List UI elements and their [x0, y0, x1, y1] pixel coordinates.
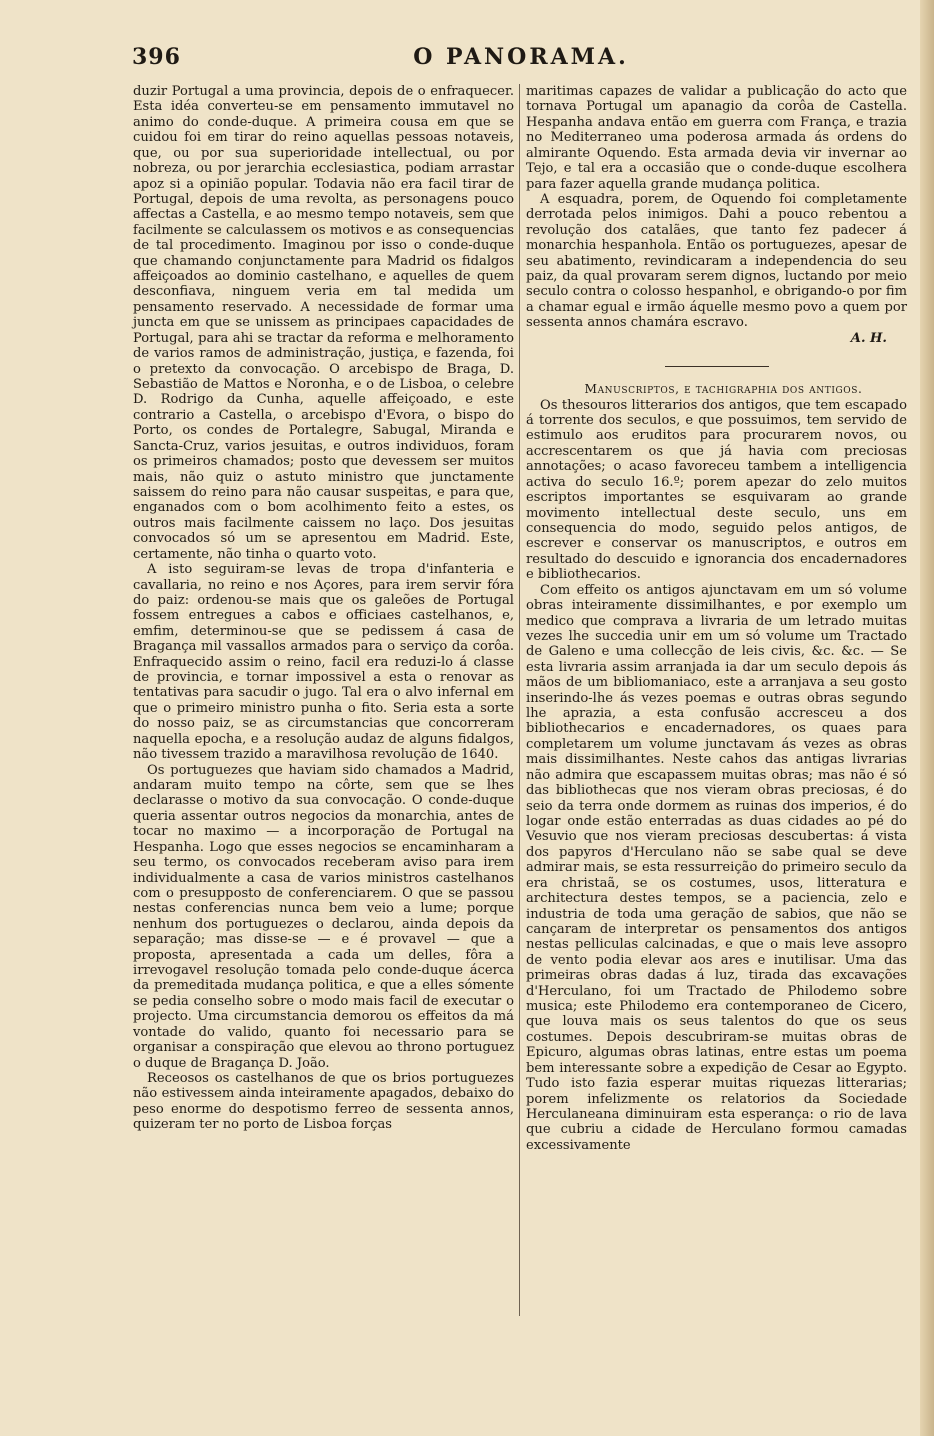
author-signature: A. H. [850, 330, 887, 346]
paragraph: duzir Portugal a uma provincia, depois de o enfraquecer. Esta idéa converteu-se em pensamento immutavel no animo do conde-duque. A primeira cousa em que se cuidou foi em tirar do reino aquellas pessoas notaveis, que, ou por sua superioridade intellectual, ou por nobreza, ou por jerarchia ecclesiastica, podiam arrastar apoz si a opinião popular. Todavia não era facil tirar de Portugal, depois de uma revolta, as personagens pouco affectas a Castella, e ao mesmo tempo notaveis, sem que facilmente se calculassem os motivos e as consequencias de tal procedimento. Imaginou por isso o conde-duque que chamando conjunctamente para Madrid os fidalgos affeiçoados ao dominio castelhano, e aquelles de quem desconfiava, ninguem veria em tal medida um pensamento reservado. A necessidade de formar uma juncta em que se unissem as principaes capacidades de Portugal, para ahi se tractar da reforma e melhoramento de varios ramos de administração, justiça, e fazenda, foi o pretexto da convocação. O arcebispo de Braga, D. Sebastião de Mattos e Noronha, e o de Lisboa, o celebre D. Rodrigo da Cunha, aquelle affeiçoado, e este contrario a Castella, o arcebispo d'Evora, o bispo do Porto, os condes de Portalegre, Sabugal, Miranda e Sancta-Cruz, varios jesuitas, e outros individuos, foram os primeiros chamados; posto que devessem ser muitos mais, não quiz o astuto ministro que junctamente saissem do reino para não causar suspeitas, e para que, enganados com o bom acolhimento feito a estes, os outros mais facilmente caissem no laço. Dos jesuitas convocados só um se apresentou em Madrid. Este, certamente, não tinha o quarto voto. [133, 84, 514, 562]
column-divider [519, 84, 520, 1316]
paragraph: A isto seguiram-se levas de tropa d'infanteria e cavallaria, no reino e nos Açores, para irem servir fóra do paiz: ordenou-se mais que os galeões de Portugal fossem entregues a cabos e officiaes castelhanos, e, emfim, determinou-se que se pedissem á casa de Bragança mil vassallos armados para o serviço da corôa. Enfraquecido assim o reino, facil era reduzi-lo á classe de provincia, e tornar impossivel a esta o renovar as tentativas para sacudir o jugo. Tal era o alvo infernal em que o primeiro ministro punha o fito. Seria esta a sorte do nosso paiz, se as circumstancias que concorreram naquella epocha, e a resolução audaz de alguns fidalgos, não tivessem trazido a maravilhosa revolução de 1640. [133, 562, 514, 763]
paragraph: Receosos os castelhanos de que os brios portuguezes não estivessem ainda inteiramente apagados, debaixo do peso enorme do despotismo ferreo de sessenta annos, quizeram ter no porto de Lisboa forças [133, 1071, 514, 1133]
masthead-title: O PANORAMA. [413, 44, 629, 70]
paragraph: Os portuguezes que haviam sido chamados a Madrid, andaram muito tempo na côrte, sem que se lhes declarasse o motivo da sua convocação. O conde-duque queria assentar outros negocios da monarchia, antes de tocar no maximo — a incorporação de Portugal na Hespanha. Logo que esses negocios se encaminharam a seu termo, os convocados receberam aviso para irem individualmente a casa de varios ministros castelhanos com o presupposto de conferenciarem. O que se passou nestas conferencias nunca bem veio a lume; porque nenhum dos portuguezes o declarou, ainda depois da separação; mas disse-se — e é provavel — que a proposta, apresentada a cada um delles, fôra a irrevogavel resolução tomada pelo conde-duque ácerca da premeditada mudança politica, e que a elles sómente se pedia conselho sobre o modo mais facil de executar o projecto. Uma circumstancia demorou os effeitos da má vontade do valido, quanto foi necessario para se organisar a conspiração que elevou ao throno portuguez o duque de Bragança D. João. [133, 762, 514, 1071]
left-column [133, 84, 514, 1324]
page-number: 396 [132, 44, 181, 70]
paragraph: Com effeito os antigos ajunctavam em um só volume obras inteiramente dissimilhantes, e por exemplo um medico que comprava a livraria de um letrado muitas vezes lhe succedia unir em um só volume um Tractado de Galeno e uma collecção de leis civis, &c. &c. — Se esta livraria assim arranjada ia dar um seculo depois ás mãos de um bibliomaniaco, este a arranjava a seu gosto inserindo-lhe ás vezes poemas e outras obras segundo lhe aprazia, a esta confusão accresceu a dos bibliothecarios e encadernadores, os quaes para completarem um volume junctavam ás vezes as obras mais dissimilhantes. Neste cahos das antigas livrarias não admira que escapassem muitas obras; mas não é só das bibliothecas que nos vieram obras preciosas, é do seio da terra onde dormem as ruinas dos imperios, é do logar onde estão enterradas as duas cidades ao pé do Vesuvio que nos vieram preciosas descubertas: á vista dos papyros d'Herculano não se sabe qual se deve admirar mais, se esta ressurreição do primeiro seculo da era christaã, se os costumes, usos, litteratura e architectura destes tempos, se a paciencia, zelo e industria de toda uma geração de sabios, que não se cançaram de interpretar os pensamentos dos antigos nestas pelliculas calcinadas, e que o mais leve assopro de vento podia elevar aos ares e inutilisar. Uma das primeiras obras dadas á luz, tirada das excavações d'Herculano, foi um Tractado de Philodemo sobre musica; este Philodemo era contemporaneo de Cicero, que louva mais os seus talentos do que os seus costumes. Depois descubriram-se muitas obras de Epicuro, algumas obras latinas, entre estas um poema bem interessante sobre a expedição de Cesar ao Egypto. Tudo isto fazia esperar muitas riquezas litterarias; porem infelizmente os relatorios da Sociedade Herculaneana diminuiram esta esperança: o rio de lava que cubriu a cidade de Herculano formou camadas excessivamente [526, 582, 907, 1153]
page-header [132, 44, 910, 80]
paragraph: Os thesouros litterarios dos antigos, que tem escapado á torrente dos seculos, e que possuimos, tem servido de estimulo aos eruditos para procurarem novos, ou accrescentarem os que já havia com preciosas annotações; o acaso favoreceu tambem a intelligencia activa do seculo 16.º; porem apezar do zelo muitos escriptos importantes se esquivaram ao grande movimento intellectual deste seculo, uns em consequencia do modo, seguido pelos antigos, de escrever e conservar os manuscriptos, e outros em resultado do descuido e ignorancia dos encadernadores e bibliothecarios. [526, 397, 907, 583]
section-title: Manuscriptos, e tachigraphia dos antigos. [584, 382, 863, 397]
page-edge [920, 0, 934, 1436]
right-column [526, 84, 907, 1324]
paragraph: A esquadra, porem, de Oquendo foi completamente derrotada pelos inimigos. Dahi a pouco rebentou a revolução dos catalães, que tanto fez padecer á monarchia hespanhola. Então os portuguezes, apesar de seu abatimento, revindicaram a independencia do seu paiz, da qual provaram serem dignos, luctando por meio seculo contra o colosso hespanhol, e obrigando-o por fim a chamar egual e irmão áquelle mesmo povo a quem por sessenta annos chamára escravo. [526, 191, 907, 331]
paragraph: maritimas capazes de validar a publicação do acto que tornava Portugal um apanagio da corôa de Castella. Hespanha andava então em guerra com França, e trazia no Mediterraneo uma poderosa armada ás ordens do almirante Oquendo. Esta armada devia vir invernar ao Tejo, e tal era a occasião que o conde-duque escolhera para fazer aquella grande mudança politica. [526, 84, 907, 192]
section-separator [665, 366, 769, 367]
